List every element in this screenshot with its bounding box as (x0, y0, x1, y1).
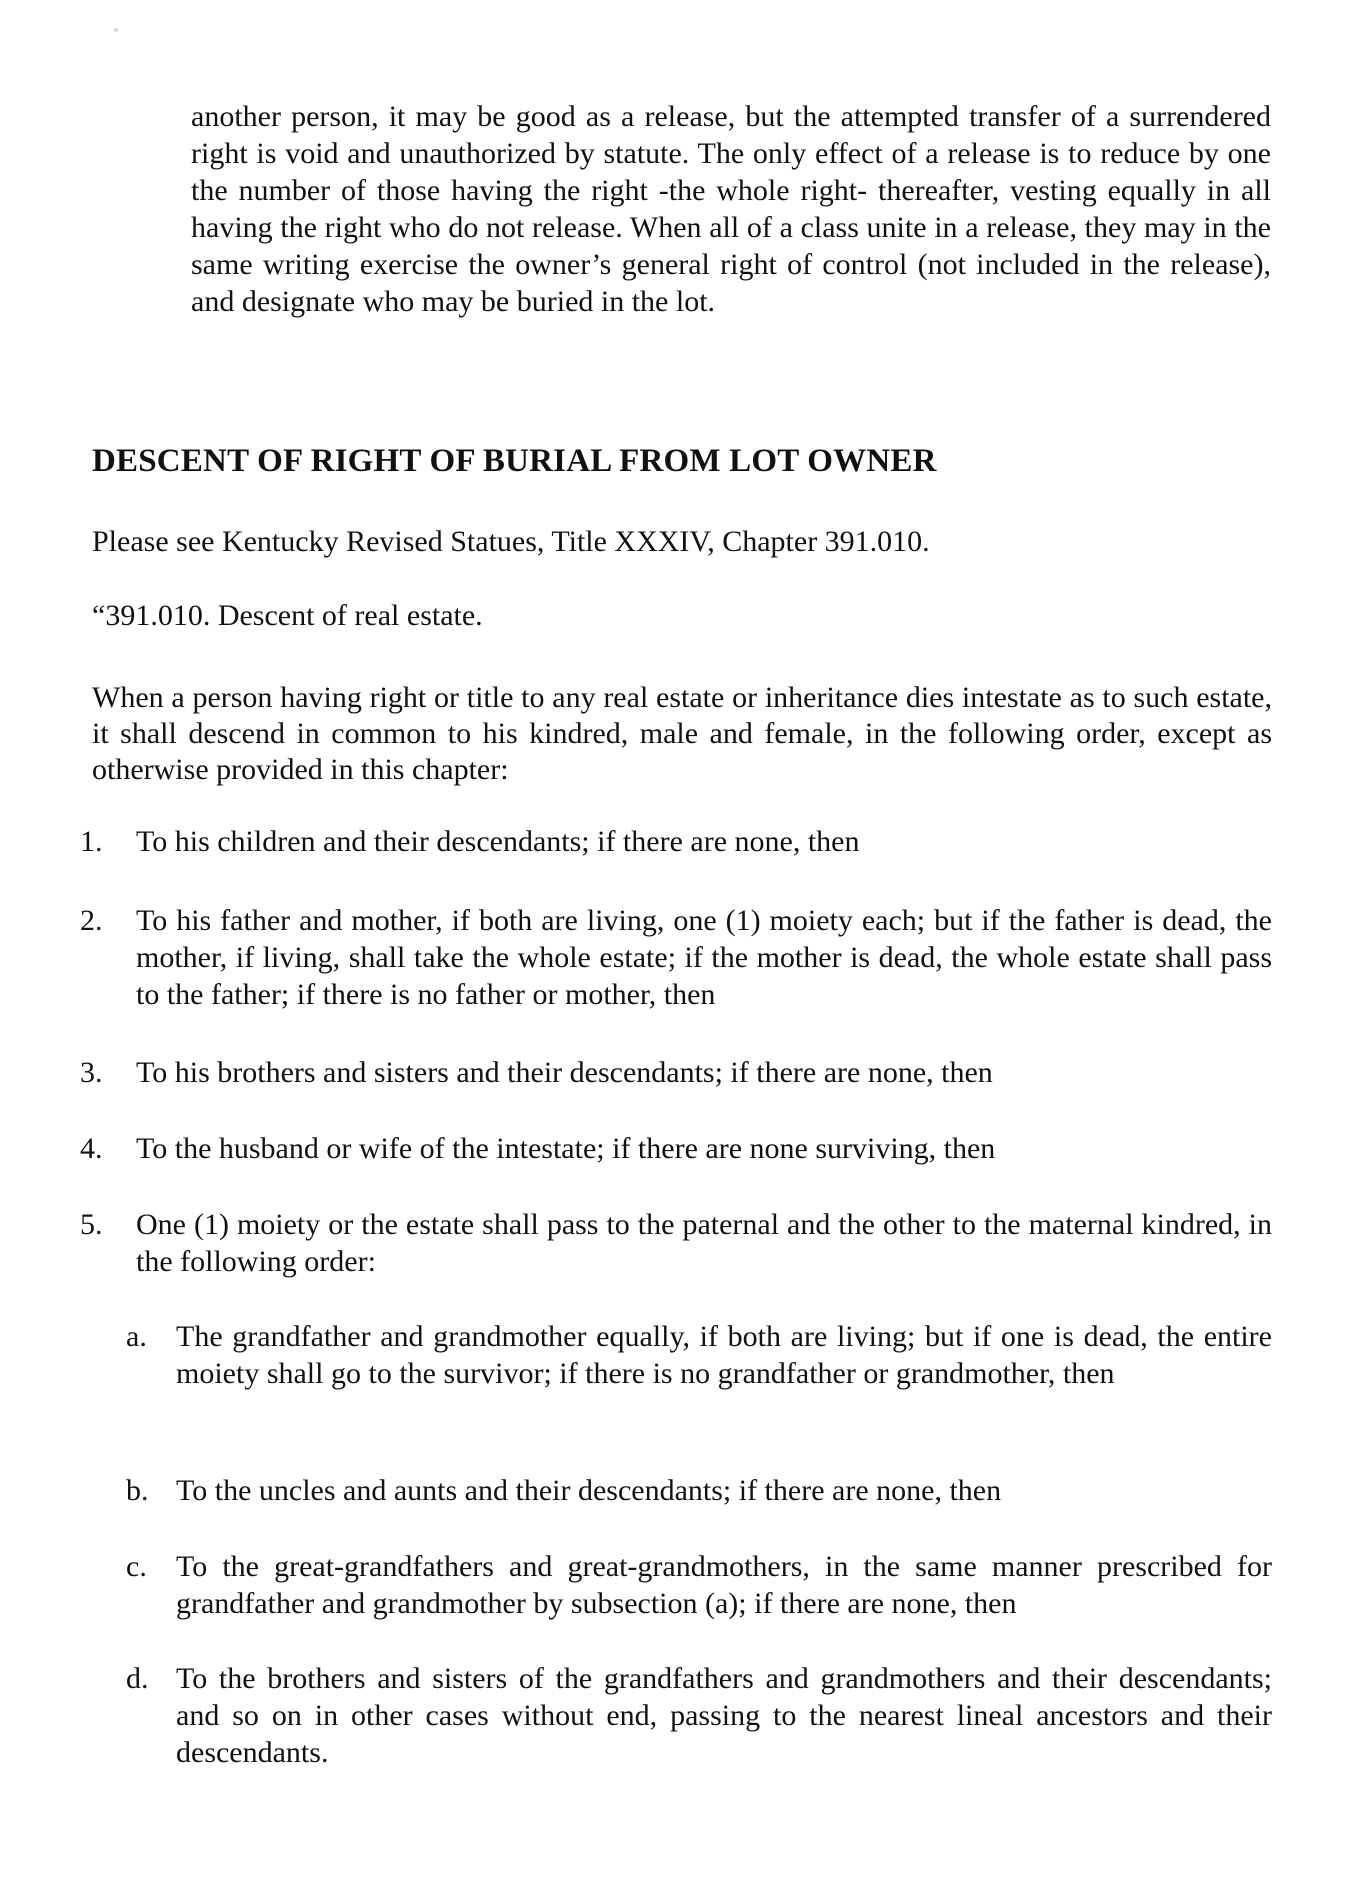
statute-title: “391.010. Descent of real estate. (92, 599, 483, 632)
sub-list-item-letter: b. (126, 1474, 149, 1507)
list-item-number: 5. (80, 1208, 103, 1241)
list-item-number: 3. (80, 1056, 103, 1089)
list-item-text: To the husband or wife of the intestate; if there are none surviving, then (136, 1132, 996, 1165)
list-item-text: To his father and mother, if both are living, one (1) moiety each; but if the father is dead, the mother, if living, shall take the whole estate; if the mother is dead, the whole estate shall pass to the father; if there is no father or mother, then (136, 904, 1272, 1011)
section-heading: DESCENT OF RIGHT OF BURIAL FROM LOT OWNER (92, 443, 937, 479)
list-item-text: To his brothers and sisters and their descendants; if there are none, then (136, 1056, 993, 1089)
list-item-number: 4. (80, 1132, 103, 1165)
sub-list-item-letter: c. (126, 1550, 147, 1583)
statute-intro-paragraph: When a person having right or title to any real estate or inheritance dies intestate as to such estate, it shall descend in common to his kindred, male and female, in the following order, except as otherwise provided in this chapter: (92, 681, 1272, 786)
list-item-text: To his children and their descendants; if there are none, then (136, 825, 860, 858)
scan-speck (114, 28, 118, 32)
sub-list-item-text: To the brothers and sisters of the grandfathers and grandmothers and their descendants; and so on in other cases without end, passing to the nearest lineal ancestors and their descendants. (176, 1662, 1272, 1769)
sub-list-item-text: The grandfather and grandmother equally, if both are living; but if one is dead, the entire moiety shall go to the survivor; if there is no grandfather or grandmother, then (176, 1320, 1272, 1390)
sub-list-item-text: To the uncles and aunts and their descendants; if there are none, then (176, 1474, 1002, 1507)
list-item-number: 1. (80, 825, 103, 858)
sub-list-item-letter: a. (126, 1320, 147, 1353)
statute-reference: Please see Kentucky Revised Statues, Title XXXIV, Chapter 391.010. (92, 525, 930, 558)
intro-paragraph: another person, it may be good as a release, but the attempted transfer of a surrendered right is void and unauthorized by statute. The only effect of a release is to reduce by one the number of those having the right -the whole right- thereafter, vesting equally in all having the right who do not release. When all of a class unite in a release, they may in the same writing exercise the owner’s general right of control (not included in the release), and designate who may be buried in the lot. (191, 100, 1271, 318)
list-item-number: 2. (80, 904, 103, 937)
list-item-text: One (1) moiety or the estate shall pass to the paternal and the other to the maternal kindred, in the following order: (136, 1208, 1272, 1278)
sub-list-item-text: To the great-grandfathers and great-grandmothers, in the same manner prescribed for grandfather and grandmother by subsection (a); if there are none, then (176, 1550, 1272, 1620)
sub-list-item-letter: d. (126, 1662, 149, 1695)
